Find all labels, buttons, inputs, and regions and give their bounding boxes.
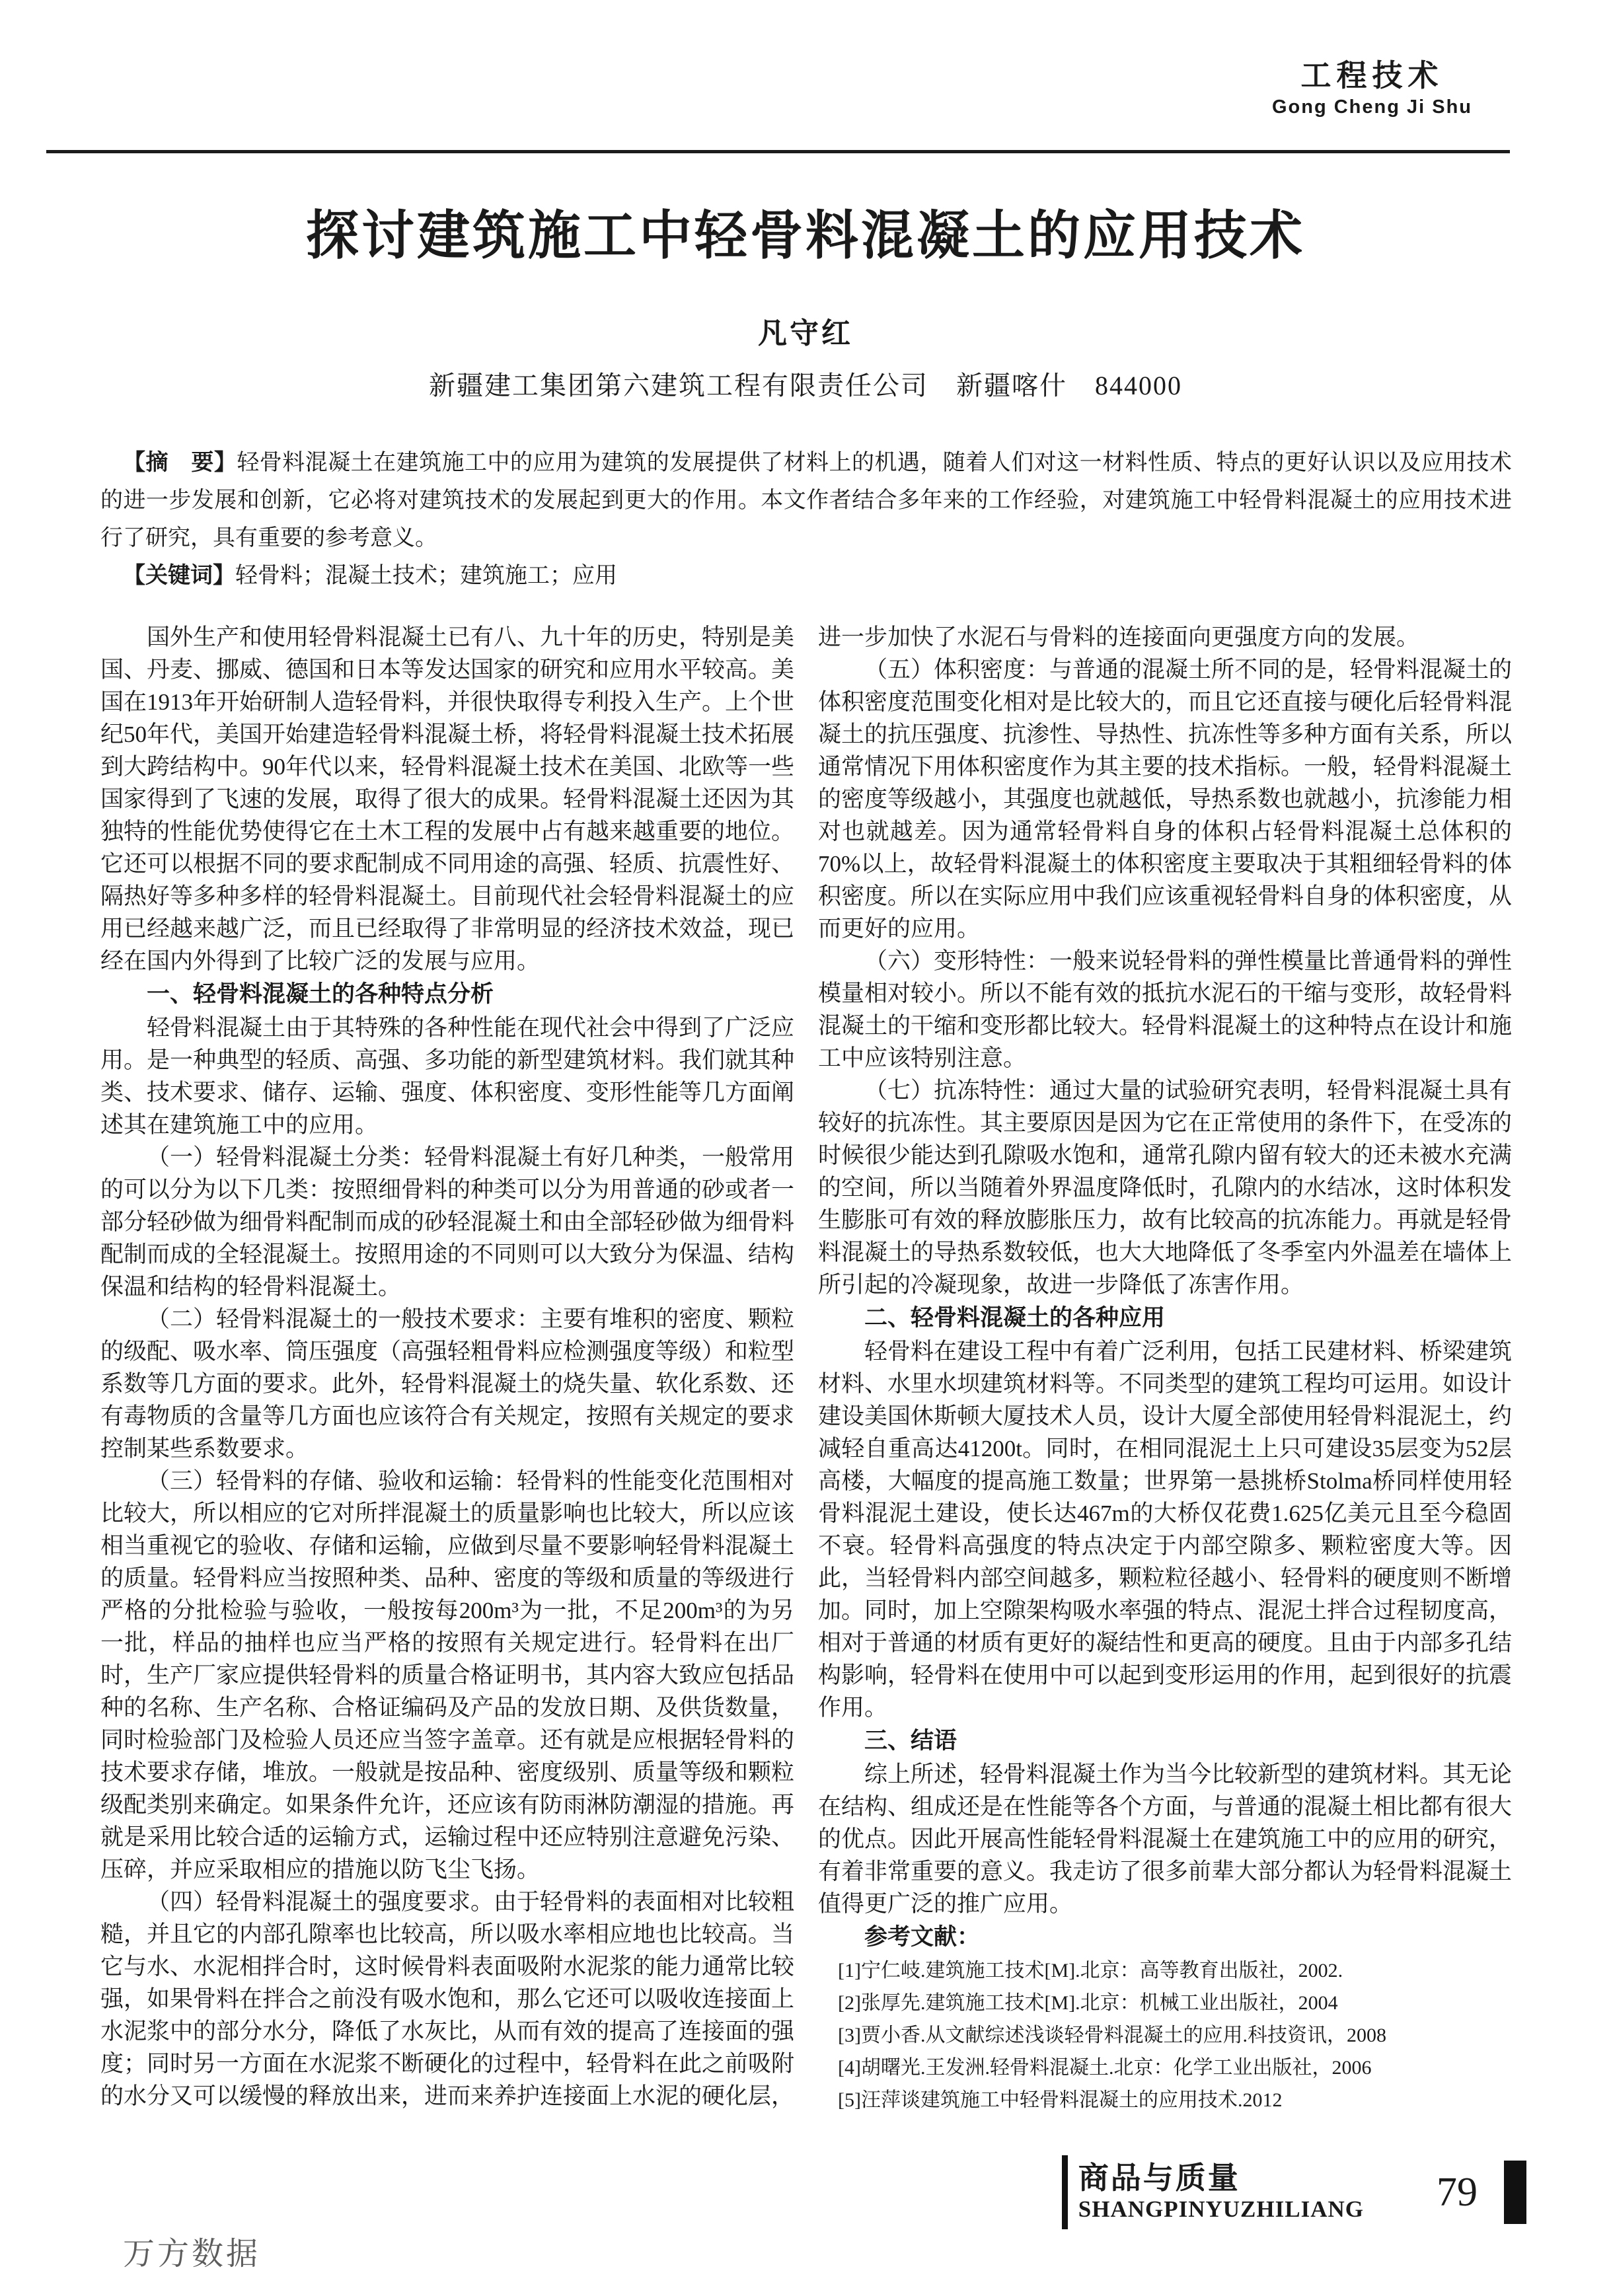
paragraph: （六）变形特性：一般来说轻骨料的弹性模量比普通骨料的弹性模量相对较小。所以不能有效的抵抗水泥石的干缩与变形，故轻骨料混凝土的干缩和变形都比较大。轻骨料混凝土的这种特点在设计和施工中应该特别注意。 [818, 948, 1512, 1071]
abstract-label: 【摘 要】 [123, 450, 237, 475]
left-column [100, 621, 794, 2147]
article-title: 探讨建筑施工中轻骨料混凝土的应用技术 [306, 206, 1305, 265]
paragraph: （二）轻骨料混凝土的一般技术要求：主要有堆积的密度、颗粒的级配、吸水率、筒压强度（高强轻粗骨料应检测强度等级）和粒型系数等几方面的要求。此外，轻骨料混凝土的烧失量、软化系数、还有毒物质的含量等几方面也应该符合有关规定，按照有关规定的要求控制某些系数要求。 [100, 1306, 795, 1462]
right-column [818, 621, 1512, 2147]
section-heading: 二、轻骨料混凝土的各种应用 [864, 1305, 1166, 1331]
journal-section-header [1272, 57, 1472, 120]
keywords-label: 【关键词】 [123, 563, 235, 588]
abstract-text: 轻骨料混凝土在建筑施工中的应用为建筑的发展提供了材料上的机遇，随着人们对这一材料性质、特点的更好认识以及应用技术的进一步发展和创新，它必将对建筑技术的发展起到更大的作用。本文作者结合多年来的工作经验，对建筑施工中轻骨料混凝土的应用技术进行了研究，具有重要的参考意义。 [100, 451, 1513, 550]
paragraph: 国外生产和使用轻骨料混凝土已有八、九十年的历史，特别是美国、丹麦、挪威、德国和日本等发达国家的研究和应用水平较高。美国在1913年开始研制人造轻骨料，并很快取得专利投入生产。上个世纪50年代，美国开始建造轻骨料混凝土桥，将轻骨料混凝土技术拓展到大跨结构中。90年代以来，轻骨料混凝土技术在美国、北欧等一些国家得到了飞速的发展，取得了很大的成果。轻骨料混凝土还因为其独特的性能优势使得它在土木工程的发展中占有越来越重要的地位。它还可以根据不同的要求配制成不同用途的高强、轻质、抗震性好、隔热好等多种多样的轻骨料混凝土。目前现代社会轻骨料混凝土的应用已经越来越广泛，而且已经取得了非常明显的经济技术效益，现已经在国内外得到了比较广泛的发展与应用。 [100, 624, 795, 974]
paragraph: 轻骨料混凝土由于其特殊的各种性能在现代社会中得到了广泛应用。是一种典型的轻质、高强、多功能的新型建筑材料。我们就其种类、技术要求、储存、运输、强度、体积密度、变形性能等几方面阐述其在建筑施工中的应用。 [100, 1015, 795, 1138]
paragraph: （四）轻骨料混凝土的强度要求。由于轻骨料的表面相对比较粗糙，并且它的内部孔隙率也比较高，所以吸水率相应地也比较高。当它与水、水泥相拌合时，这时候骨料表面吸附水泥浆的能力通常比较强，如果骨料在拌合之前没有吸水饱和，那么它还可以吸收连接面上水泥浆中的部分水分，降低了水灰比，从而有效的提高了连接面的强度；同时另一方面在水泥浆不断硬化的过程中，轻骨料在此之前吸附的水分又可以缓慢的释放出来，进而来养护连接面上水泥的硬化层， [100, 1889, 795, 2109]
keywords [100, 557, 1512, 595]
footer-journal-pinyin: SHANGPINYUZHILIANG [1078, 2196, 1364, 2222]
page-number: 79 [1437, 2170, 1478, 2215]
reference-item: [1]宁仁岐.建筑施工技术[M].北京：高等教育出版社，2002. [838, 1960, 1343, 1981]
paragraph-continuation: 进一步加快了水泥石与骨料的连接面向更强度方向的发展。 [818, 624, 1420, 650]
reference-item: [5]汪萍谈建筑施工中轻骨料混凝土的应用技术.2012 [838, 2089, 1283, 2111]
reference-item: [4]胡曙光.王发洲.轻骨料混凝土.北京：化学工业出版社，2006 [838, 2057, 1372, 2079]
abstract [100, 444, 1512, 557]
journal-section-title: 工程技术 [1300, 58, 1444, 93]
article-author: 凡守红 [758, 317, 853, 350]
reference-item: [2]张厚先.建筑施工技术[M].北京：机械工业出版社，2004 [838, 1992, 1338, 2014]
paragraph: （五）体积密度：与普通的混凝土所不同的是，轻骨料混凝土的体积密度范围变化相对是比较大的，而且它还直接与硬化后轻骨料混凝土的抗压强度、抗渗性、导热性、抗冻性等多种方面有关系，所以通常情况下用体积密度作为其主要的技术指标。一般，轻骨料混凝土的密度等级越小，其强度也就越低，导热系数也就越小，抗渗能力相对也就越差。因为通常轻骨料自身的体积占轻骨料混凝土总体积的70%以上，故轻骨料混凝土的体积密度主要取决于其粗细轻骨料的体积密度。所以在实际应用中我们应该重视轻骨料自身的体积密度，从而更好的应用。 [818, 657, 1512, 942]
footer-block [1504, 2161, 1526, 2224]
paragraph: 轻骨料在建设工程中有着广泛利用，包括工民建材料、桥梁建筑材料、水里水坝建筑材料等。不同类型的建筑工程均可运用。如设计建设美国休斯顿大厦技术人员，设计大厦全部使用轻骨料混泥土，约减轻自重高达41200t。同时，在相同混泥土上只可建设35层变为52层高楼，大幅度的提高施工数量；世界第一悬挑桥Stolma桥同样使用轻骨料混泥土建设，使长达467m的大桥仅花费1.625亿美元且至今稳固不衰。轻骨料高强度的特点决定于内部空隙多、颗粒密度大等。因此，当轻骨料内部空间越多，颗粒粒径越小、轻骨料的硬度则不断增加。同时，加上空隙架构吸水率强的特点、混泥土拌合过程韧度高，相对于普通的材质有更好的凝结性和更高的硬度。且由于内部多孔结构影响，轻骨料在使用中可以起到变形运用的作用，起到很好的抗震作用。 [818, 1339, 1512, 1721]
reference-item: [3]贾小香.从文献综述浅谈轻骨料混凝土的应用.科技资讯，2008 [838, 2024, 1386, 2046]
article-body [100, 621, 1512, 2147]
paragraph: （一）轻骨料混凝土分类：轻骨料混凝土有好几种类，一般常用的可以分为以下几类：按照细骨料的种类可以分为用普通的砂或者一部分轻砂做为细骨料配制而成的砂轻混凝土和由全部轻砂做为细骨料配制而成的全轻混凝土。按照用途的不同则可以大致分为保温、结构保温和结构的轻骨料混凝土。 [100, 1144, 795, 1300]
footer-journal [1078, 2161, 1364, 2224]
paragraph: （三）轻骨料的存储、验收和运输：轻骨料的性能变化范围相对比较大，所以相应的它对所拌混凝土的质量影响也比较大，所以应该相当重视它的验收、存储和运输，应做到尽量不要影响轻骨料混凝土的质量。轻骨料应当按照种类、品种、密度的等级和质量的等级进行严格的分批检验与验收，一般按每200m³为一批，不足200m³的为另一批，样品的抽样也应当严格的按照有关规定进行。轻骨料在出厂时，生产厂家应提供轻骨料的质量合格证明书，其内容大致应包括品种的名称、生产名称、合格证编码及产品的发放日期、及供货数量，同时检验部门及检验人员还应当签字盖章。还有就是应根据轻骨料的技术要求存储，堆放。一般就是按品种、密度级别、质量等级和颗粒级配类别来确定。如果条件允许，还应该有防雨淋防潮湿的措施。再就是采用比较合适的运输方式，运输过程中还应特别注意避免污染、压碎，并应采取相应的措施以防飞尘飞扬。 [100, 1468, 795, 1882]
section-heading: 一、轻骨料混凝土的各种特点分析 [147, 981, 494, 1007]
abstract-block [100, 444, 1512, 595]
journal-section-pinyin: Gong Cheng Ji Shu [1271, 96, 1472, 118]
database-watermark: 万方数据 [123, 2237, 261, 2272]
footer-journal-name: 商品与质量 [1078, 2161, 1240, 2195]
references-heading: 参考文献： [864, 1924, 981, 1950]
paragraph: （七）抗冻特性：通过大量的试验研究表明，轻骨料混凝土具有较好的抗冻性。其主要原因是因为它在正常使用的条件下，在受冻的时候很少能达到孔隙吸水饱和，通常孔隙内留有较大的还未被水充满的空间，所以当随着外界温度降低时，孔隙内的水结冰，这时体积发生膨胀可有效的释放膨胀压力，故有比较高的抗冻能力。再就是轻骨料混凝土的导热系数较低，也大大地降低了冬季室内外温差在墙体上所引起的冷凝现象，故进一步降低了冻害作用。 [818, 1078, 1512, 1298]
section-heading: 三、结语 [864, 1728, 957, 1754]
header-rule [46, 150, 1510, 153]
footer-bar [1062, 2155, 1068, 2229]
page-footer [1062, 2155, 1526, 2229]
article-affiliation: 新疆建工集团第六建筑工程有限责任公司 新疆喀什 844000 [429, 371, 1182, 400]
keywords-text: 轻骨料；混凝土技术；建筑施工；应用 [235, 564, 617, 588]
paragraph: 综上所述，轻骨料混凝土作为当今比较新型的建筑材料。其无论在结构、组成还是在性能等各个方面，与普通的混凝土相比都有很大的优点。因此开展高性能轻骨料混凝土在建筑施工中的应用的研究，有着非常重要的意义。我走访了很多前辈大部分都认为轻骨料混凝土值得更广泛的推广应用。 [818, 1761, 1512, 1917]
